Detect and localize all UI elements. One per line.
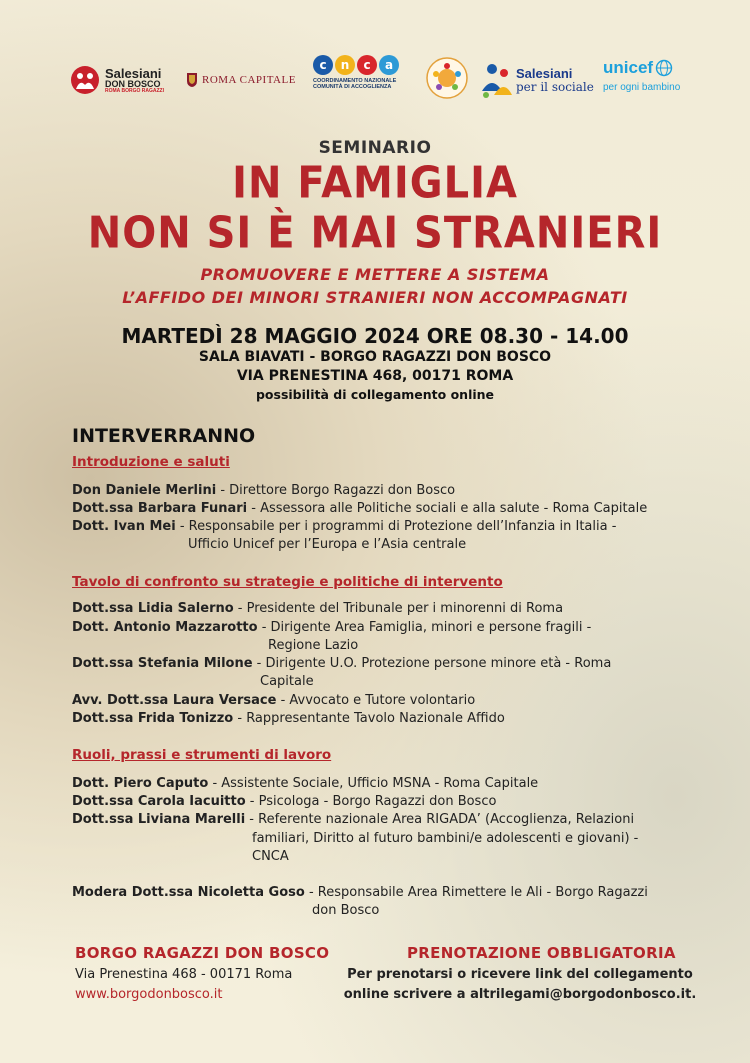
cnca-line2: COMUNITÀ DI ACCOGLIENZA — [313, 84, 392, 90]
title-line1: IN FAMIGLIA — [232, 157, 518, 209]
speaker-role: - Dirigente U.O. Protezione persone minore età - Roma — [252, 656, 612, 671]
speaker-role: - Dirigente Area Famiglia, minori e persone fragili - — [257, 620, 592, 635]
roma-capitale-logo — [186, 58, 296, 102]
speaker-name: Dott. Piero Caputo — [72, 776, 209, 791]
speaker-role: - Rappresentante Tavolo Nazionale Affido — [233, 711, 505, 726]
footer-website-link[interactable]: www.borgodonbosco.it — [75, 987, 223, 1002]
affido-circle-logo — [425, 56, 469, 100]
speaker-role: - Direttore Borgo Ragazzi don Bosco — [216, 483, 456, 498]
moderator-role: - Responsabile Area Rimettere le Ali - Borgo Ragazzi — [304, 885, 648, 900]
speaker-name: Dott.ssa Barbara Funari — [72, 501, 248, 516]
speaker-name: Dott.ssa Liviana Marelli — [72, 812, 246, 827]
section-title: Introduzione e saluti — [72, 454, 230, 470]
speaker-name: Dott. Antonio Mazzarotto — [72, 620, 258, 635]
speaker-name: Dott. Ivan Mei — [72, 519, 176, 534]
speaker-role: - Psicologa - Borgo Ragazzi don Bosco — [245, 794, 497, 809]
speaker-role-continuation: Ufficio Unicef per l’Europa e l’Asia centrale — [188, 537, 467, 552]
speaker-row — [72, 812, 634, 827]
speaker-row — [72, 501, 647, 516]
salesiani-don-bosco-logo — [70, 58, 164, 102]
speaker-row — [72, 519, 616, 534]
speaker-role-continuation: CNCA — [252, 849, 289, 864]
salesiani-line1: Salesiani — [105, 65, 162, 81]
salesiani-emblem-icon — [70, 65, 100, 95]
unicef-name: unicef — [603, 58, 654, 77]
speaker-name: Dott.ssa Lidia Salerno — [72, 601, 234, 616]
speaker-role-continuation: Regione Lazio — [268, 638, 359, 653]
speaker-role-continuation: familiari, Diritto al futuro bambini/e adolescenti e giovani) - — [252, 831, 639, 846]
speaker-name: Dott.ssa Carola Iacuitto — [72, 794, 246, 809]
unicef-tagline: per ogni bambino — [603, 82, 681, 93]
speaker-name: Don Daniele Merlini — [72, 483, 217, 498]
salesiani-per-il-sociale-logo — [480, 58, 594, 102]
speakers-heading: INTERVERRANNO — [72, 425, 256, 447]
speaker-row — [72, 693, 475, 708]
speaker-name: Dott.ssa Frida Tonizzo — [72, 711, 234, 726]
footer-right-title: PRENOTAZIONE OBBLIGATORIA — [407, 944, 676, 962]
speaker-row — [72, 711, 505, 726]
speaker-row — [72, 656, 611, 671]
speaker-name: Avv. Dott.ssa Laura Versace — [72, 693, 277, 708]
booking-line1: Per prenotarsi o ricevere link del collegamento — [347, 967, 693, 982]
salesiani-line3: ROMA BORGO RAGAZZI — [105, 87, 164, 94]
speaker-role: - Avvocato e Tutore volontario — [276, 693, 476, 708]
moderator-name: Modera Dott.ssa Nicoletta Goso — [72, 885, 305, 900]
cnca-letter-c2: c — [357, 55, 377, 75]
speaker-name: Dott.ssa Stefania Milone — [72, 656, 253, 671]
cnca-letter-n: n — [335, 55, 355, 75]
subtitle-line2: L’AFFIDO DEI MINORI STRANIERI NON ACCOMPAGNATI — [122, 288, 628, 307]
roma-capitale-text: ROMA CAPITALE — [202, 74, 296, 86]
subtitle-line1: PROMUOVERE E METTERE A SISTEMA — [200, 265, 550, 284]
section-title: Ruoli, prassi e strumenti di lavoro — [72, 747, 332, 763]
sociale-line1: Salesiani — [516, 65, 573, 81]
speaker-role: - Assistente Sociale, Ufficio MSNA - Roma Capitale — [208, 776, 539, 791]
roma-shield-icon — [186, 72, 198, 88]
circle-of-people-icon — [425, 56, 469, 100]
speaker-row — [72, 483, 455, 498]
moderator-role-continuation: don Bosco — [312, 903, 380, 918]
cnca-letter-a: a — [379, 55, 399, 75]
speaker-role: - Presidente del Tribunale per i minorenni di Roma — [233, 601, 564, 616]
cnca-line1: COORDINAMENTO NAZIONALE — [313, 78, 397, 84]
online-note: possibilità di collegamento online — [255, 387, 495, 402]
venue-line2: VIA PRENESTINA 468, 00171 ROMA — [236, 368, 514, 384]
salesiani-line2: DON BOSCO — [105, 78, 161, 89]
speaker-row — [72, 776, 538, 791]
footer-address: Via Prenestina 468 - 00171 Roma — [75, 967, 293, 982]
title-line2: NON SI È MAI STRANIERI — [87, 207, 663, 259]
cnca-logo — [313, 55, 399, 99]
venue-line1: SALA BIAVATI - BORGO RAGAZZI DON BOSCO — [198, 349, 552, 365]
booking-email-line[interactable]: online scrivere a altrilegami@borgodonbosco.it. — [343, 987, 697, 1002]
event-date: MARTEDÌ 28 MAGGIO 2024 ORE 08.30 - 14.00 — [121, 324, 629, 348]
speaker-role: - Responsabile per i programmi di Protezione dell’Infanzia in Italia - — [175, 519, 617, 534]
footer-left-title: BORGO RAGAZZI DON BOSCO — [75, 944, 330, 962]
speaker-row — [72, 620, 591, 635]
moderator-row — [72, 885, 648, 900]
people-hug-icon — [480, 61, 514, 99]
unicef-logo — [603, 58, 680, 102]
kicker: SEMINARIO — [318, 138, 432, 158]
speaker-role: - Referente nazionale Area RIGADA’ (Accoglienza, Relazioni — [245, 812, 635, 827]
speaker-row — [72, 794, 496, 809]
speaker-role: - Assessora alle Politiche sociali e alla salute - Roma Capitale — [247, 501, 648, 516]
section-title: Tavolo di confronto su strategie e politiche di intervento — [72, 574, 503, 590]
speaker-role-continuation: Capitale — [260, 674, 314, 689]
cnca-letter-c1: c — [313, 55, 333, 75]
speaker-row — [72, 601, 563, 616]
sociale-line2: per il sociale — [516, 79, 594, 94]
unicef-globe-icon — [655, 59, 673, 77]
cnca-letters — [313, 55, 399, 75]
